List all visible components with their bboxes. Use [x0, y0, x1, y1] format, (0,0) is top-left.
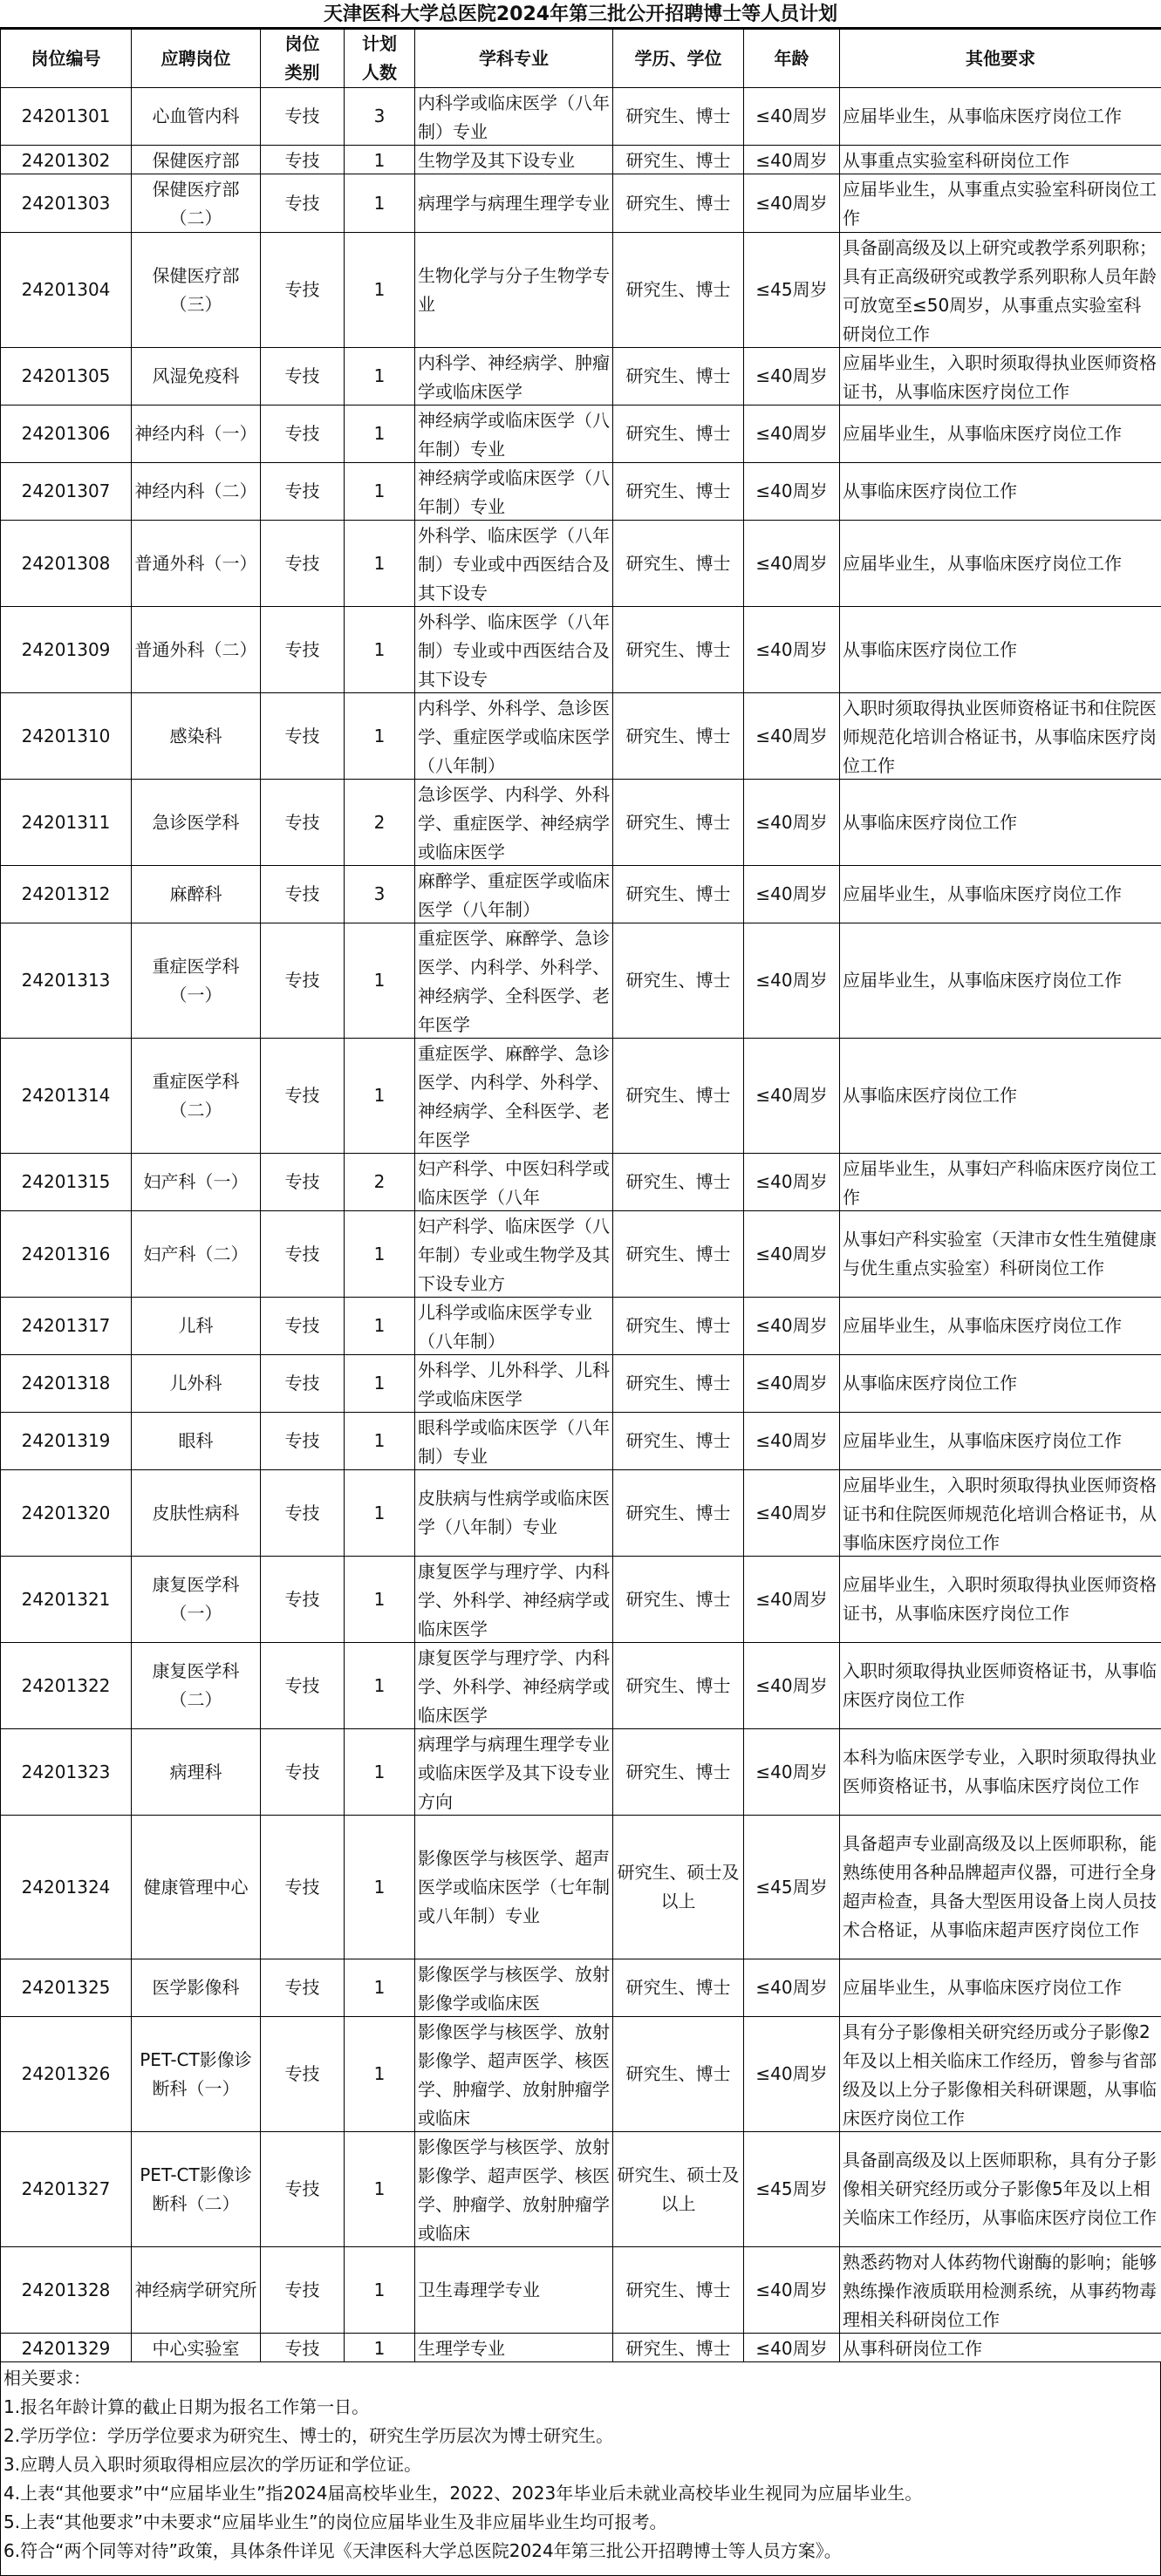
cell-position-type: 专技 [261, 2334, 345, 2362]
cell-position-id: 24201322 [1, 1643, 132, 1729]
table-row [1, 88, 1161, 146]
cell-position-name: 神经内科（一） [132, 405, 261, 463]
cell-age: ≤40周岁 [744, 1298, 840, 1355]
cell-position-type: 专技 [261, 1959, 345, 2017]
cell-position-name: 妇产科（二） [132, 1211, 261, 1298]
cell-age: ≤40周岁 [744, 521, 840, 607]
cell-other-requirements: 应届毕业生，从事临床医疗岗位工作 [840, 1413, 1161, 1470]
cell-position-type: 专技 [261, 1413, 345, 1470]
cell-position-name: 中心实验室 [132, 2334, 261, 2362]
cell-major: 外科学、儿外科学、儿科学或临床医学 [415, 1355, 613, 1413]
cell-degree: 研究生、博士 [613, 2017, 744, 2132]
cell-position-id: 24201321 [1, 1557, 132, 1643]
cell-plan-count: 1 [345, 2017, 415, 2132]
table-row [1, 1816, 1161, 1959]
note-item: 2.学历学位：学历学位要求为研究生、博士的，研究生学历层次为博士研究生。 [3, 2422, 1158, 2450]
cell-plan-count: 1 [345, 693, 415, 780]
cell-plan-count: 1 [345, 1039, 415, 1154]
cell-plan-count: 1 [345, 2132, 415, 2247]
notes-heading: 相关要求： [3, 2364, 1158, 2393]
cell-other-requirements: 从事临床医疗岗位工作 [840, 1039, 1161, 1154]
cell-position-name: 急诊医学科 [132, 780, 261, 866]
cell-position-name: 保健医疗部 [132, 146, 261, 174]
cell-plan-count: 1 [345, 1298, 415, 1355]
cell-position-type: 专技 [261, 1643, 345, 1729]
cell-major: 内科学、外科学、急诊医学、重症医学或临床医学（八年制） [415, 693, 613, 780]
cell-plan-count: 1 [345, 1729, 415, 1816]
header-position-name: 应聘岗位 [132, 30, 261, 88]
cell-position-type: 专技 [261, 88, 345, 146]
cell-other-requirements: 入职时须取得执业医师资格证书，从事临床医疗岗位工作 [840, 1643, 1161, 1729]
cell-degree: 研究生、博士 [613, 463, 744, 521]
cell-major: 内科学、神经病学、肿瘤学或临床医学 [415, 348, 613, 405]
cell-age: ≤40周岁 [744, 405, 840, 463]
table-row [1, 1039, 1161, 1154]
table-row [1, 2017, 1161, 2132]
cell-major: 急诊医学、内科学、外科学、重症医学、神经病学或临床医学 [415, 780, 613, 866]
cell-position-type: 专技 [261, 1211, 345, 1298]
cell-position-id: 24201302 [1, 146, 132, 174]
cell-position-type: 专技 [261, 1816, 345, 1959]
note-item: 6.符合“两个同等对待”政策，具体条件详见《天津医科大学总医院2024年第三批公开招聘博士等人员方案》。 [3, 2537, 1158, 2566]
note-item: 3.应聘人员入职时须取得相应层次的学历证和学位证。 [3, 2450, 1158, 2479]
cell-plan-count: 1 [345, 607, 415, 693]
cell-major: 病理学与病理生理学专业或临床医学及其下设专业方向 [415, 1729, 613, 1816]
cell-major: 病理学与病理生理学专业 [415, 174, 613, 233]
cell-major: 妇产科学、中医妇科学或临床医学（八年 [415, 1154, 613, 1211]
cell-position-id: 24201325 [1, 1959, 132, 2017]
cell-position-name: 麻醉科 [132, 866, 261, 923]
cell-position-id: 24201314 [1, 1039, 132, 1154]
cell-age: ≤40周岁 [744, 1211, 840, 1298]
table-row [1, 1959, 1161, 2017]
cell-plan-count: 1 [345, 521, 415, 607]
cell-position-name: 病理科 [132, 1729, 261, 1816]
table-row [1, 521, 1161, 607]
note-item: 5.上表“其他要求”中未要求“应届毕业生”的岗位应届毕业生及非应届毕业生均可报考。 [3, 2508, 1158, 2537]
table-row [1, 174, 1161, 233]
cell-major: 妇产科学、临床医学（八年制）专业或生物学及其下设专业方 [415, 1211, 613, 1298]
table-row [1, 693, 1161, 780]
cell-position-name: 感染科 [132, 693, 261, 780]
cell-position-type: 专技 [261, 233, 345, 348]
cell-other-requirements: 从事临床医疗岗位工作 [840, 780, 1161, 866]
cell-position-id: 24201304 [1, 233, 132, 348]
cell-other-requirements: 应届毕业生，从事临床医疗岗位工作 [840, 405, 1161, 463]
cell-other-requirements: 应届毕业生，从事临床医疗岗位工作 [840, 521, 1161, 607]
cell-position-type: 专技 [261, 2132, 345, 2247]
table-row [1, 1154, 1161, 1211]
cell-plan-count: 2 [345, 1154, 415, 1211]
cell-age: ≤40周岁 [744, 2017, 840, 2132]
cell-position-type: 专技 [261, 1154, 345, 1211]
cell-position-id: 24201312 [1, 866, 132, 923]
cell-age: ≤40周岁 [744, 1470, 840, 1557]
cell-other-requirements: 应届毕业生，入职时须取得执业医师资格证书和住院医师规范化培训合格证书，从事临床医疗岗位工作 [840, 1470, 1161, 1557]
table-row [1, 1298, 1161, 1355]
cell-degree: 研究生、博士 [613, 1039, 744, 1154]
cell-age: ≤40周岁 [744, 1959, 840, 2017]
cell-plan-count: 1 [345, 174, 415, 233]
cell-major: 外科学、临床医学（八年制）专业或中西医结合及其下设专 [415, 607, 613, 693]
cell-position-id: 24201319 [1, 1413, 132, 1470]
cell-position-id: 24201320 [1, 1470, 132, 1557]
cell-degree: 研究生、博士 [613, 780, 744, 866]
header-position-id: 岗位编号 [1, 30, 132, 88]
cell-position-id: 24201301 [1, 88, 132, 146]
cell-position-type: 专技 [261, 1729, 345, 1816]
cell-plan-count: 3 [345, 866, 415, 923]
document-title: 天津医科大学总医院2024年第三批公开招聘博士等人员计划 [0, 0, 1161, 29]
table-row [1, 233, 1161, 348]
note-item: 1.报名年龄计算的截止日期为报名工作第一日。 [3, 2393, 1158, 2422]
cell-position-id: 24201311 [1, 780, 132, 866]
table-row [1, 463, 1161, 521]
cell-position-id: 24201326 [1, 2017, 132, 2132]
cell-plan-count: 1 [345, 233, 415, 348]
cell-age: ≤40周岁 [744, 146, 840, 174]
cell-position-id: 24201310 [1, 693, 132, 780]
cell-position-name: 保健医疗部（二） [132, 174, 261, 233]
cell-other-requirements: 从事妇产科实验室（天津市女性生殖健康与优生重点实验室）科研岗位工作 [840, 1211, 1161, 1298]
cell-other-requirements: 从事临床医疗岗位工作 [840, 463, 1161, 521]
cell-degree: 研究生、博士 [613, 866, 744, 923]
cell-position-id: 24201323 [1, 1729, 132, 1816]
header-major: 学科专业 [415, 30, 613, 88]
cell-position-id: 24201308 [1, 521, 132, 607]
cell-plan-count: 3 [345, 88, 415, 146]
cell-degree: 研究生、博士 [613, 1298, 744, 1355]
cell-degree: 研究生、硕士及以上 [613, 1816, 744, 1959]
cell-plan-count: 1 [345, 1557, 415, 1643]
cell-age: ≤40周岁 [744, 780, 840, 866]
cell-age: ≤40周岁 [744, 693, 840, 780]
cell-plan-count: 1 [345, 348, 415, 405]
table-row [1, 780, 1161, 866]
cell-position-name: 皮肤性病科 [132, 1470, 261, 1557]
cell-position-id: 24201324 [1, 1816, 132, 1959]
cell-position-id: 24201318 [1, 1355, 132, 1413]
header-age: 年龄 [744, 30, 840, 88]
cell-age: ≤40周岁 [744, 1154, 840, 1211]
cell-position-name: 风湿免疫科 [132, 348, 261, 405]
cell-position-type: 专技 [261, 923, 345, 1039]
cell-degree: 研究生、博士 [613, 1959, 744, 2017]
cell-age: ≤40周岁 [744, 1355, 840, 1413]
cell-degree: 研究生、博士 [613, 1557, 744, 1643]
notes-section [0, 2362, 1161, 2576]
cell-plan-count: 1 [345, 1643, 415, 1729]
cell-major: 皮肤病与性病学或临床医学（八年制）专业 [415, 1470, 613, 1557]
table-row [1, 2247, 1161, 2334]
cell-position-name: 眼科 [132, 1413, 261, 1470]
table-row [1, 2132, 1161, 2247]
cell-major: 影像医学与核医学、放射影像学或临床医 [415, 1959, 613, 2017]
cell-degree: 研究生、博士 [613, 1413, 744, 1470]
cell-age: ≤45周岁 [744, 2132, 840, 2247]
table-row [1, 1413, 1161, 1470]
cell-degree: 研究生、博士 [613, 1154, 744, 1211]
cell-major: 内科学或临床医学（八年制）专业 [415, 88, 613, 146]
cell-other-requirements: 应届毕业生，从事临床医疗岗位工作 [840, 1959, 1161, 2017]
cell-position-id: 24201315 [1, 1154, 132, 1211]
cell-other-requirements: 应届毕业生，从事临床医疗岗位工作 [840, 923, 1161, 1039]
cell-position-id: 24201316 [1, 1211, 132, 1298]
cell-position-name: 医学影像科 [132, 1959, 261, 2017]
cell-major: 儿科学或临床医学专业（八年制） [415, 1298, 613, 1355]
cell-position-name: 重症医学科（二） [132, 1039, 261, 1154]
cell-position-type: 专技 [261, 780, 345, 866]
cell-degree: 研究生、博士 [613, 607, 744, 693]
cell-plan-count: 1 [345, 1211, 415, 1298]
cell-position-name: PET-CT影像诊断科（二） [132, 2132, 261, 2247]
cell-major: 麻醉学、重症医学或临床医学（八年制） [415, 866, 613, 923]
cell-position-id: 24201327 [1, 2132, 132, 2247]
cell-degree: 研究生、博士 [613, 1211, 744, 1298]
table-row [1, 405, 1161, 463]
cell-major: 影像医学与核医学、超声医学或临床医学（七年制或八年制）专业 [415, 1816, 613, 1959]
cell-position-type: 专技 [261, 348, 345, 405]
cell-position-name: 儿外科 [132, 1355, 261, 1413]
cell-age: ≤40周岁 [744, 463, 840, 521]
cell-degree: 研究生、博士 [613, 693, 744, 780]
header-degree: 学历、学位 [613, 30, 744, 88]
cell-degree: 研究生、博士 [613, 348, 744, 405]
table-row [1, 866, 1161, 923]
cell-age: ≤40周岁 [744, 2334, 840, 2362]
cell-position-id: 24201328 [1, 2247, 132, 2334]
cell-position-type: 专技 [261, 607, 345, 693]
cell-other-requirements: 应届毕业生，从事临床医疗岗位工作 [840, 1298, 1161, 1355]
cell-degree: 研究生、博士 [613, 146, 744, 174]
cell-major: 康复医学与理疗学、内科学、外科学、神经病学或临床医学 [415, 1557, 613, 1643]
cell-plan-count: 1 [345, 1413, 415, 1470]
cell-position-name: 健康管理中心 [132, 1816, 261, 1959]
cell-plan-count: 1 [345, 2334, 415, 2362]
cell-position-name: 重症医学科（一） [132, 923, 261, 1039]
cell-plan-count: 1 [345, 1470, 415, 1557]
table-row [1, 146, 1161, 174]
table-header-row [1, 30, 1161, 88]
cell-position-name: 普通外科（二） [132, 607, 261, 693]
cell-other-requirements: 具备副高级及以上医师职称，具有分子影像相关研究经历或分子影像5年及以上相关临床工作经历，从事临床医疗岗位工作 [840, 2132, 1161, 2247]
cell-degree: 研究生、博士 [613, 174, 744, 233]
header-plan-count: 计划 人数 [345, 30, 415, 88]
cell-other-requirements: 具备副高级及以上研究或教学系列职称；具有正高级研究或教学系列职称人员年龄可放宽至≤50周岁，从事重点实验室科研岗位工作 [840, 233, 1161, 348]
cell-age: ≤45周岁 [744, 1816, 840, 1959]
header-other-requirements: 其他要求 [840, 30, 1161, 88]
cell-degree: 研究生、博士 [613, 405, 744, 463]
cell-position-type: 专技 [261, 521, 345, 607]
cell-position-type: 专技 [261, 1557, 345, 1643]
table-row [1, 1557, 1161, 1643]
cell-position-type: 专技 [261, 1298, 345, 1355]
cell-major: 眼科学或临床医学（八年制）专业 [415, 1413, 613, 1470]
cell-position-name: 妇产科（一） [132, 1154, 261, 1211]
cell-position-id: 24201305 [1, 348, 132, 405]
cell-other-requirements: 应届毕业生，从事临床医疗岗位工作 [840, 88, 1161, 146]
cell-position-name: 心血管内科 [132, 88, 261, 146]
cell-degree: 研究生、博士 [613, 2334, 744, 2362]
cell-age: ≤40周岁 [744, 1729, 840, 1816]
table-row [1, 1211, 1161, 1298]
cell-age: ≤40周岁 [744, 1039, 840, 1154]
cell-position-type: 专技 [261, 1355, 345, 1413]
table-row [1, 923, 1161, 1039]
cell-age: ≤40周岁 [744, 88, 840, 146]
cell-position-name: 神经病学研究所 [132, 2247, 261, 2334]
cell-position-type: 专技 [261, 2247, 345, 2334]
cell-age: ≤40周岁 [744, 174, 840, 233]
cell-position-id: 24201317 [1, 1298, 132, 1355]
cell-other-requirements: 入职时须取得执业医师资格证书和住院医师规范化培训合格证书，从事临床医疗岗位工作 [840, 693, 1161, 780]
cell-age: ≤40周岁 [744, 866, 840, 923]
cell-position-name: 普通外科（一） [132, 521, 261, 607]
cell-position-type: 专技 [261, 1470, 345, 1557]
cell-major: 神经病学或临床医学（八年制）专业 [415, 405, 613, 463]
cell-other-requirements: 从事临床医疗岗位工作 [840, 607, 1161, 693]
cell-position-name: PET-CT影像诊断科（一） [132, 2017, 261, 2132]
cell-major: 影像医学与核医学、放射影像学、超声医学、核医学、肿瘤学、放射肿瘤学或临床 [415, 2017, 613, 2132]
cell-other-requirements: 具备超声专业副高级及以上医师职称，能熟练使用各种品牌超声仪器，可进行全身超声检查，具备大型医用设备上岗人员技术合格证，从事临床超声医疗岗位工作 [840, 1816, 1161, 1959]
cell-major: 神经病学或临床医学（八年制）专业 [415, 463, 613, 521]
cell-position-name: 保健医疗部（三） [132, 233, 261, 348]
cell-degree: 研究生、博士 [613, 521, 744, 607]
cell-degree: 研究生、博士 [613, 1729, 744, 1816]
cell-plan-count: 1 [345, 1355, 415, 1413]
cell-major: 重症医学、麻醉学、急诊医学、内科学、外科学、神经病学、全科医学、老年医学 [415, 1039, 613, 1154]
cell-other-requirements: 应届毕业生，从事重点实验室科研岗位工作 [840, 174, 1161, 233]
cell-position-name: 康复医学科（二） [132, 1643, 261, 1729]
cell-position-name: 康复医学科（一） [132, 1557, 261, 1643]
cell-other-requirements: 从事临床医疗岗位工作 [840, 1355, 1161, 1413]
cell-position-type: 专技 [261, 693, 345, 780]
cell-other-requirements: 从事科研岗位工作 [840, 2334, 1161, 2362]
cell-age: ≤45周岁 [744, 233, 840, 348]
cell-age: ≤40周岁 [744, 2247, 840, 2334]
table-row [1, 607, 1161, 693]
cell-major: 生物学及其下设专业 [415, 146, 613, 174]
cell-age: ≤40周岁 [744, 1643, 840, 1729]
note-item: 4.上表“其他要求”中“应届毕业生”指2024届高校毕业生，2022、2023年毕业后未就业高校毕业生视同为应届毕业生。 [3, 2479, 1158, 2508]
cell-age: ≤40周岁 [744, 1557, 840, 1643]
table-row [1, 1355, 1161, 1413]
recruitment-table [0, 29, 1161, 2362]
table-row [1, 348, 1161, 405]
cell-age: ≤40周岁 [744, 1413, 840, 1470]
cell-other-requirements: 应届毕业生，从事临床医疗岗位工作 [840, 866, 1161, 923]
cell-position-id: 24201313 [1, 923, 132, 1039]
cell-other-requirements: 本科为临床医学专业，入职时须取得执业医师资格证书，从事临床医疗岗位工作 [840, 1729, 1161, 1816]
cell-position-id: 24201306 [1, 405, 132, 463]
cell-plan-count: 1 [345, 1959, 415, 2017]
cell-degree: 研究生、博士 [613, 88, 744, 146]
cell-plan-count: 1 [345, 923, 415, 1039]
table-row [1, 1643, 1161, 1729]
cell-position-type: 专技 [261, 1039, 345, 1154]
cell-plan-count: 1 [345, 463, 415, 521]
cell-plan-count: 1 [345, 405, 415, 463]
cell-plan-count: 2 [345, 780, 415, 866]
cell-position-type: 专技 [261, 174, 345, 233]
cell-age: ≤40周岁 [744, 923, 840, 1039]
table-row [1, 1470, 1161, 1557]
table-row [1, 1729, 1161, 1816]
cell-major: 生理学专业 [415, 2334, 613, 2362]
cell-position-type: 专技 [261, 2017, 345, 2132]
cell-plan-count: 1 [345, 2247, 415, 2334]
cell-other-requirements: 熟悉药物对人体药物代谢酶的影响；能够熟练操作液质联用检测系统，从事药物毒理相关科研岗位工作 [840, 2247, 1161, 2334]
cell-plan-count: 1 [345, 1816, 415, 1959]
header-position-type: 岗位 类别 [261, 30, 345, 88]
cell-degree: 研究生、博士 [613, 923, 744, 1039]
cell-position-id: 24201303 [1, 174, 132, 233]
cell-major: 影像医学与核医学、放射影像学、超声医学、核医学、肿瘤学、放射肿瘤学或临床 [415, 2132, 613, 2247]
cell-other-requirements: 应届毕业生，入职时须取得执业医师资格证书，从事临床医疗岗位工作 [840, 348, 1161, 405]
cell-other-requirements: 从事重点实验室科研岗位工作 [840, 146, 1161, 174]
cell-major: 生物化学与分子生物学专业 [415, 233, 613, 348]
table-row [1, 2334, 1161, 2362]
cell-position-id: 24201329 [1, 2334, 132, 2362]
cell-other-requirements: 应届毕业生，从事妇产科临床医疗岗位工作 [840, 1154, 1161, 1211]
cell-major: 重症医学、麻醉学、急诊医学、内科学、外科学、神经病学、全科医学、老年医学 [415, 923, 613, 1039]
cell-position-name: 神经内科（二） [132, 463, 261, 521]
cell-degree: 研究生、博士 [613, 2247, 744, 2334]
cell-major: 康复医学与理疗学、内科学、外科学、神经病学或临床医学 [415, 1643, 613, 1729]
cell-position-id: 24201307 [1, 463, 132, 521]
cell-position-type: 专技 [261, 866, 345, 923]
cell-other-requirements: 具有分子影像相关研究经历或分子影像2年及以上相关临床工作经历，曾参与省部级及以上分子影像相关科研课题，从事临床医疗岗位工作 [840, 2017, 1161, 2132]
cell-degree: 研究生、博士 [613, 1470, 744, 1557]
cell-position-type: 专技 [261, 146, 345, 174]
cell-position-name: 儿科 [132, 1298, 261, 1355]
cell-degree: 研究生、硕士及以上 [613, 2132, 744, 2247]
cell-degree: 研究生、博士 [613, 233, 744, 348]
cell-position-type: 专技 [261, 463, 345, 521]
cell-plan-count: 1 [345, 146, 415, 174]
cell-position-id: 24201309 [1, 607, 132, 693]
cell-degree: 研究生、博士 [613, 1355, 744, 1413]
cell-major: 外科学、临床医学（八年制）专业或中西医结合及其下设专 [415, 521, 613, 607]
cell-degree: 研究生、博士 [613, 1643, 744, 1729]
cell-age: ≤40周岁 [744, 348, 840, 405]
cell-age: ≤40周岁 [744, 607, 840, 693]
cell-position-type: 专技 [261, 405, 345, 463]
cell-other-requirements: 应届毕业生，入职时须取得执业医师资格证书，从事临床医疗岗位工作 [840, 1557, 1161, 1643]
cell-major: 卫生毒理学专业 [415, 2247, 613, 2334]
